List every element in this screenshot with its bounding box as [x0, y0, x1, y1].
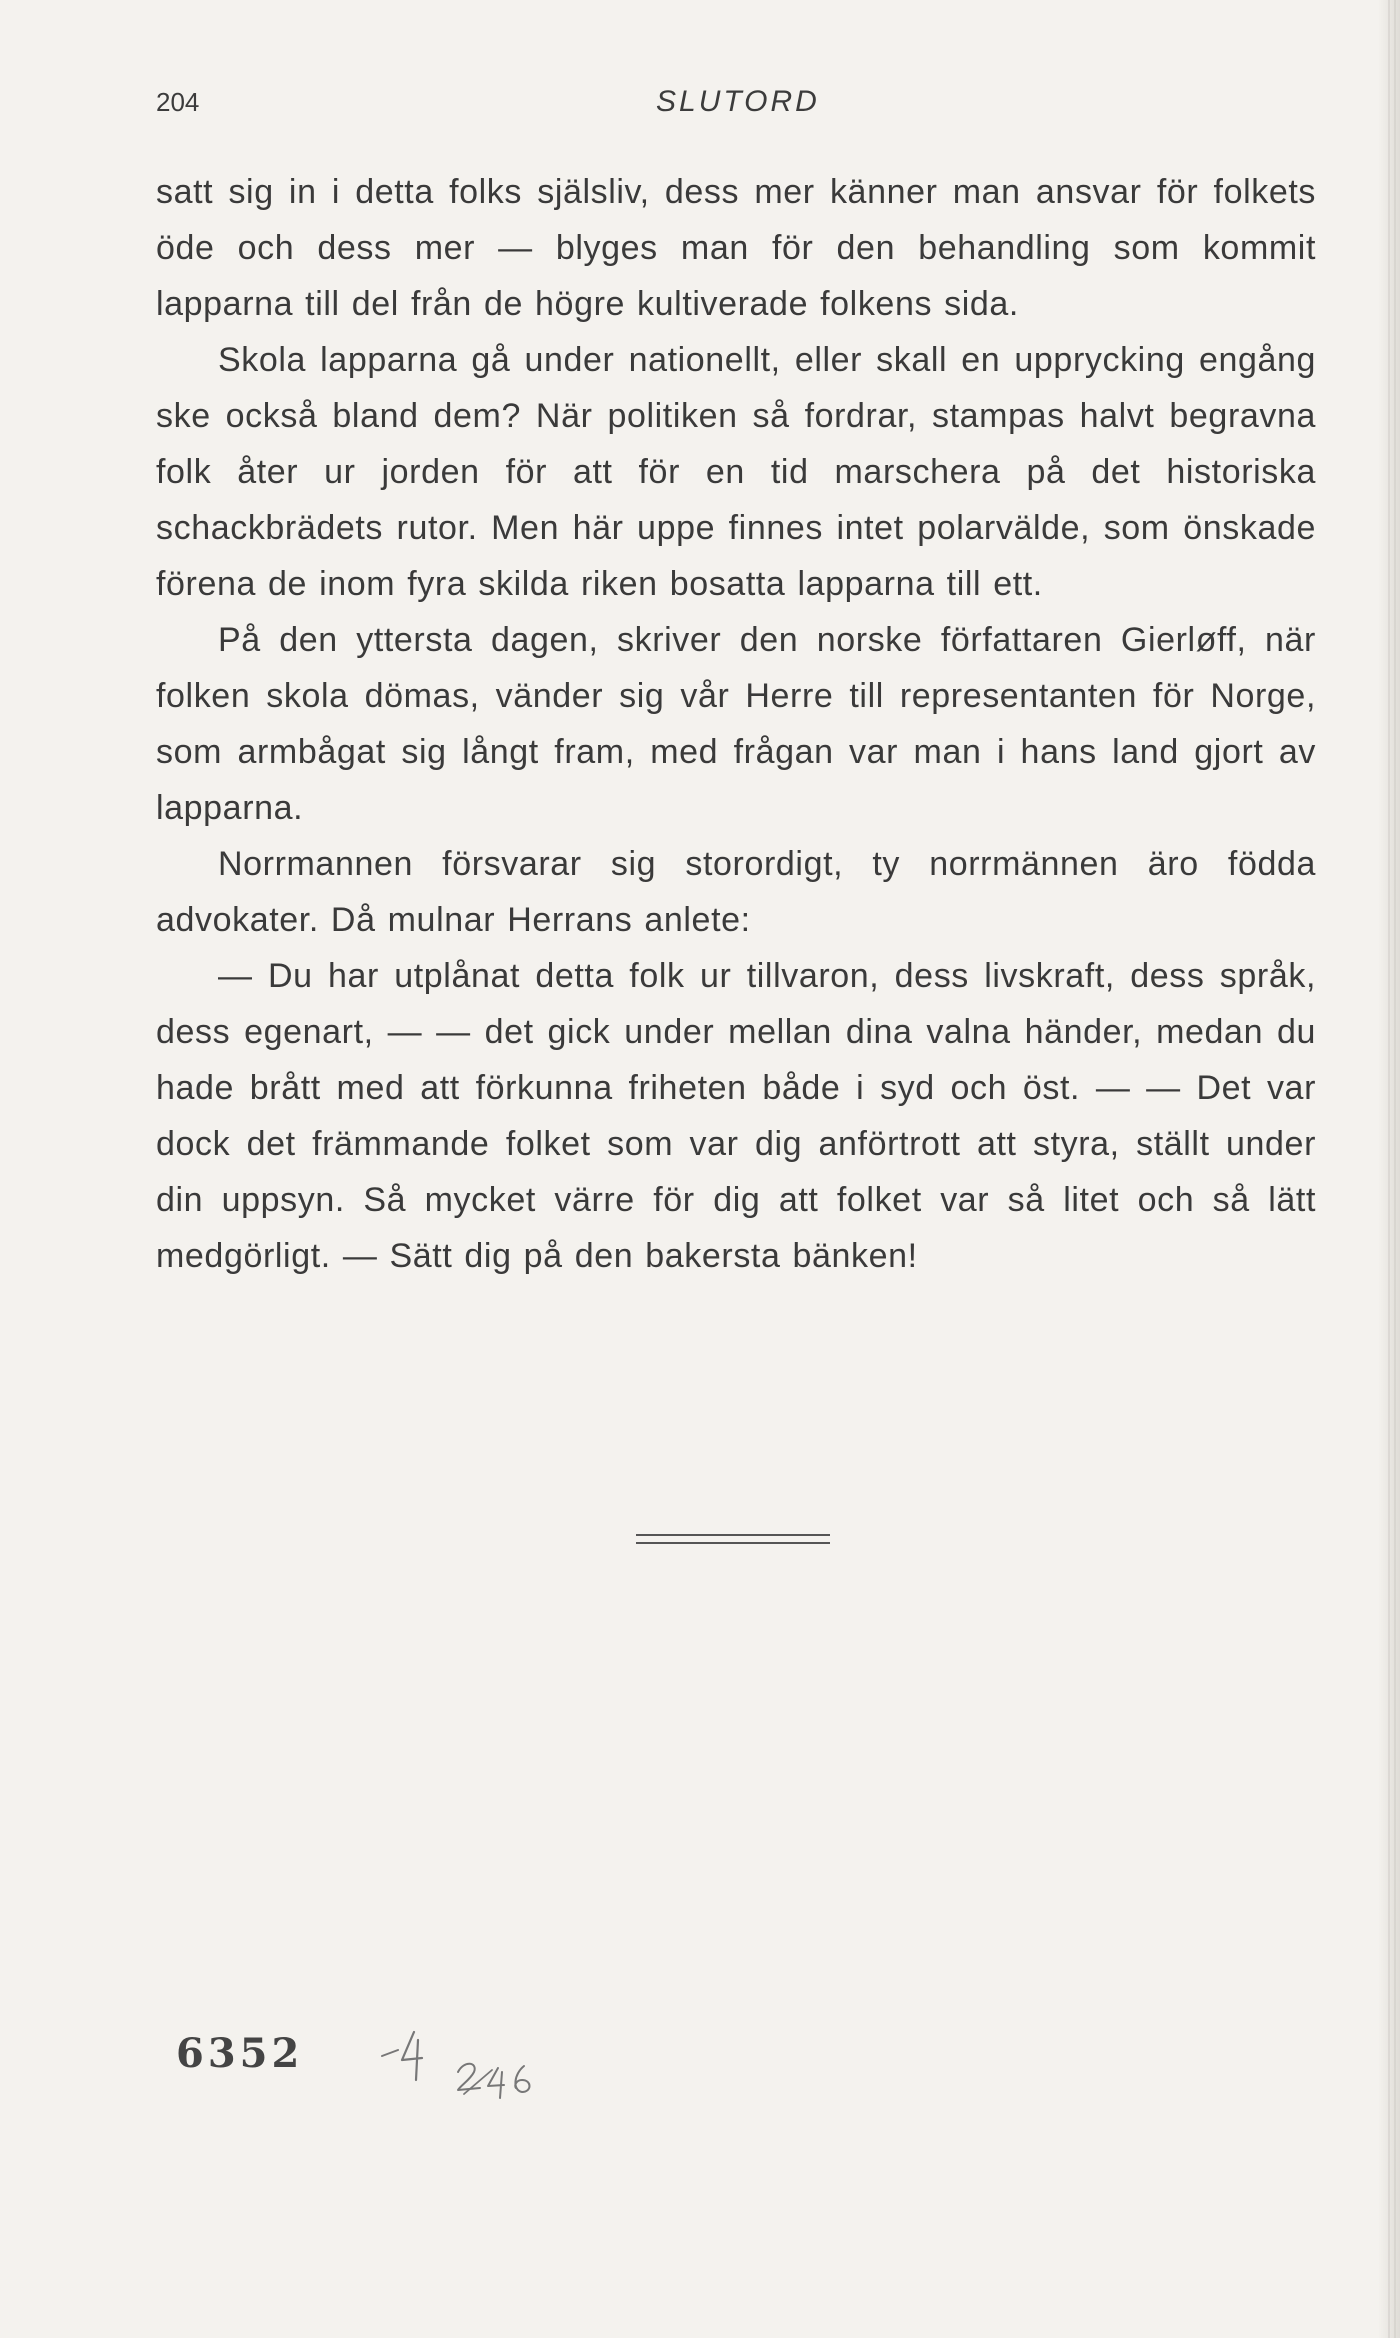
body-text	[156, 164, 1316, 1284]
paragraph: Skola lapparna gå under nationellt, eller skall en upprycking engång ske också bland dem? När politiken så fordrar, stampas halvt begravna folk åter ur jorden för att för en tid marschera på det historiska schackbrädets rutor. Men här uppe finnes intet polarvälde, som önskade förena de inom fyra skilda riken bosatta lapparna till ett.	[156, 341, 1316, 603]
end-rule	[636, 1534, 830, 1546]
paragraph: satt sig in i detta folks själsliv, dess mer känner man ansvar för folkets öde och dess mer — blyges man för den behandling som kommit lapparna till del från de högre kultiverade folkens sida.	[156, 173, 1316, 323]
page-edge-shadow	[1378, 0, 1400, 2338]
end-rule-line	[636, 1542, 830, 1544]
paragraph: På den yttersta dagen, skriver den norske författaren Gierløff, när folken skola dömas, vänder sig vår Herre till representanten för Norge, som armbågat sig långt fram, med frågan var man i hans land gjort av lapparna.	[156, 621, 1316, 827]
running-title: SLUTORD	[656, 85, 820, 118]
end-rule-line	[636, 1534, 830, 1536]
paragraph: Norrmannen försvarar sig storordigt, ty norrmännen äro födda advokater. Då mulnar Herrans anlete:	[156, 845, 1316, 939]
handwritten-shelfmark	[374, 2010, 594, 2100]
page-header	[156, 82, 1316, 122]
page-number: 204	[156, 87, 200, 117]
shelfmark-number: 6352	[176, 2030, 304, 2077]
paragraph: — Du har utplånat detta folk ur tillvaron, dess livskraft, dess språk, dess egenart, — — det gick under mellan dina valna händer, medan du hade brått med att förkunna friheten både i syd och öst. — — Det var dock det främmande folket som var dig anförtrott att styra, ställt under din uppsyn. Så mycket värre för dig att folket var så litet och så lätt medgörligt. — Sätt dig på den bakersta bänken!	[156, 957, 1316, 1275]
